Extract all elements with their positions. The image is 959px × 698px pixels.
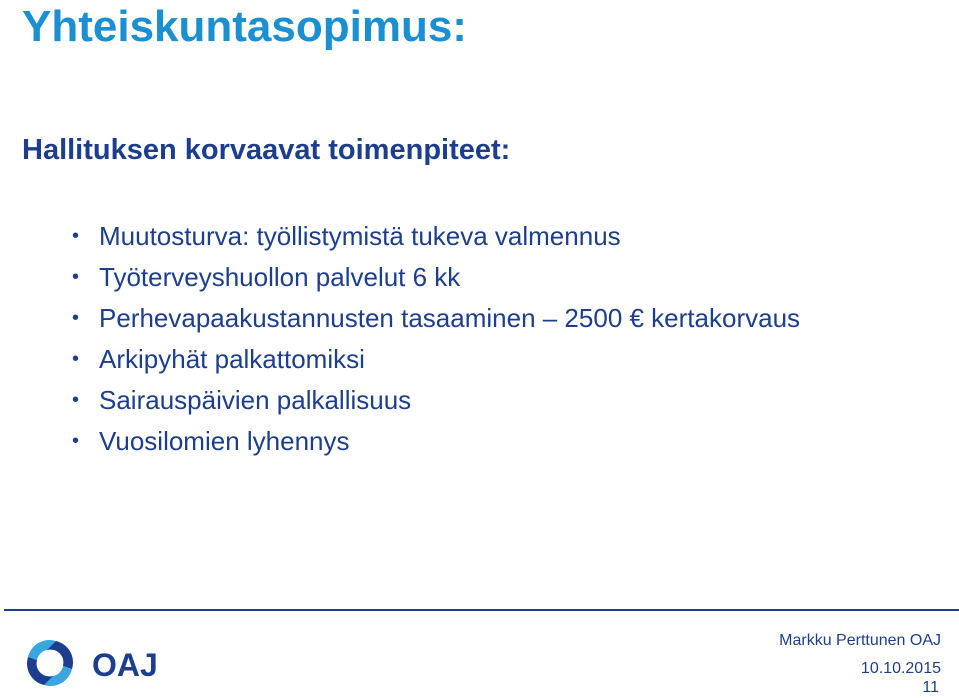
bullet-item: [70, 339, 800, 380]
bullet-text: Sairauspäivien palkallisuus: [99, 385, 412, 415]
bullet-list: [70, 216, 800, 462]
bullet-text: Vuosilomien lyhennys: [99, 426, 350, 456]
oaj-logo: [22, 634, 194, 692]
slide-subtitle: Hallituksen korvaavat toimenpiteet:: [22, 134, 511, 166]
bullet-dot-icon: •: [72, 348, 80, 370]
oaj-swirl-icon: [27, 640, 73, 686]
bullet-dot-icon: •: [72, 266, 80, 288]
footer-author: Markku Perttunen OAJ: [779, 632, 941, 649]
footer-divider: [4, 609, 959, 611]
footer-date: 10.10.2015: [860, 660, 941, 677]
oaj-logo-text: OAJ: [92, 647, 158, 683]
bullet-dot-icon: •: [72, 307, 80, 329]
bullet-item: [70, 257, 800, 298]
bullet-text: Arkipyhät palkattomiksi: [99, 344, 365, 374]
bullet-item: [70, 216, 800, 257]
page-number: 11: [922, 679, 939, 696]
bullet-dot-icon: •: [72, 389, 80, 411]
bullet-text: Perhevapaakustannusten tasaaminen – 2500 € kertakorvaus: [99, 303, 801, 333]
bullet-item: [70, 380, 800, 421]
bullet-dot-icon: •: [72, 430, 80, 452]
bullet-item: [70, 298, 800, 339]
bullet-item: [70, 421, 800, 462]
bullet-text: Muutosturva: työllistymistä tukeva valmennus: [99, 221, 621, 251]
bullet-dot-icon: •: [72, 225, 80, 247]
slide-title: Yhteiskuntasopimus:: [22, 2, 467, 51]
bullet-text: Työterveyshuollon palvelut 6 kk: [99, 262, 461, 292]
